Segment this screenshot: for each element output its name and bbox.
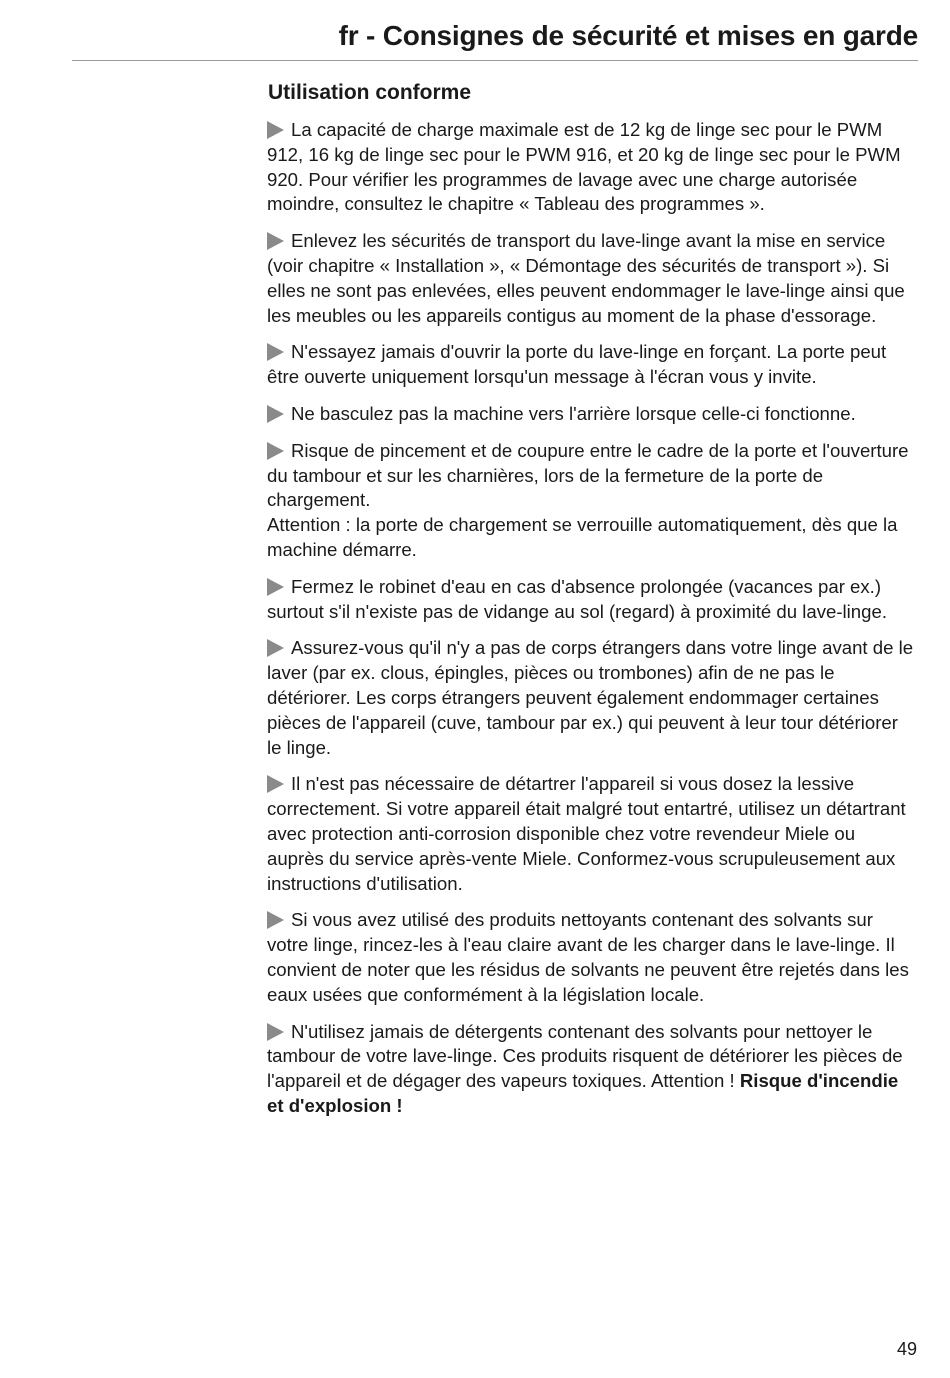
paragraph-text: N'essayez jamais d'ouvrir la porte du lave-linge en forçant. La porte peut être ouverte uniquement lorsqu'un message à l'écran vous y invite.: [267, 341, 887, 388]
safety-item-tilt: [267, 402, 917, 427]
main-content: [267, 78, 917, 1131]
triangle-right-icon: [267, 775, 284, 793]
paragraph-text: Assurez-vous qu'il n'y a pas de corps étrangers dans votre linge avant de le laver (par ex. clous, épingles, pièces ou trombones) afin de ne pas le détériorer. Les corps étrangers peuvent également endommager certaines pièces de l'appareil (cuve, tambour par ex.) qui peuvent à leur tour détériorer le linge.: [267, 637, 914, 758]
safety-item-pinch: [267, 439, 917, 563]
triangle-right-icon: [267, 232, 284, 250]
triangle-right-icon: [267, 121, 284, 139]
paragraph-text: Ne basculez pas la machine vers l'arrière lorsque celle-ci fonctionne.: [291, 402, 856, 424]
triangle-right-icon: [267, 911, 284, 929]
safety-item-transport: [267, 229, 917, 328]
page-header: [72, 14, 918, 61]
safety-item-water-tap: [267, 575, 917, 625]
paragraph-text: N'utilisez jamais de détergents contenant des solvants pour nettoyer le tambour de votre lave-linge. Ces produits risquent de détériorer les pièces de l'appareil et de dégager des vapeurs toxiques. Attention !: [267, 1020, 903, 1092]
safety-item-foreign-objects: [267, 636, 917, 760]
safety-item-descaling: [267, 772, 917, 896]
triangle-right-icon: [267, 639, 284, 657]
triangle-right-icon: [267, 578, 284, 596]
safety-item-capacity: [267, 118, 917, 217]
triangle-right-icon: [267, 442, 284, 460]
safety-item-solvents-drum: [267, 1020, 917, 1119]
safety-item-door: [267, 340, 917, 390]
warning-text: Risque d'incendie et d'explosion !: [267, 1070, 899, 1116]
paragraph-text: Il n'est pas nécessaire de détartrer l'appareil si vous dosez la lessive correctement. Si votre appareil était malgré tout entartré, utilisez un détartrant avec protection anti-corrosion disponible chez votre revendeur Miele ou auprès du service après-vente Miele. Conformez-vous scrupuleusement aux instructions d'utilisation.: [267, 773, 906, 894]
page-title: fr - Consignes de sécurité et mises en garde: [338, 20, 918, 51]
safety-item-solvents-laundry: [267, 908, 917, 1007]
triangle-right-icon: [267, 343, 284, 361]
page-number: 49: [896, 1339, 917, 1359]
triangle-right-icon: [267, 1023, 284, 1041]
paragraph-text: Risque de pincement et de coupure entre le cadre de la porte et l'ouverture du tambour et sur les charnières, lors de la fermeture de la porte de chargement.: [267, 439, 909, 511]
triangle-right-icon: [267, 405, 284, 423]
paragraph-text: Enlevez les sécurités de transport du lave-linge avant la mise en service (voir chapitre « Installation », « Démontage des sécurités de transport »). Si elles ne sont pas enlevées, elles peuvent endommager le lave-linge ainsi que les meubles ou les appareils contigus au moment de la phase d'essorage.: [267, 230, 905, 326]
paragraph-text: Fermez le robinet d'eau en cas d'absence prolongée (vacances par ex.) surtout s'il n'existe pas de vidange au sol (regard) à proximité du lave-linge.: [267, 575, 887, 622]
paragraph-note: Attention : la porte de chargement se verrouille automatiquement, dès que la machine démarre.: [267, 514, 898, 560]
paragraph-text: Si vous avez utilisé des produits nettoyants contenant des solvants sur votre linge, rincez-les à l'eau claire avant de les charger dans le lave-linge. Il convient de noter que les résidus de solvants ne peuvent être rejetés dans les eaux usées que conformément à la législation locale.: [267, 909, 909, 1005]
paragraph-text: La capacité de charge maximale est de 12 kg de linge sec pour le PWM 912, 16 kg de linge sec pour le PWM 916, et 20 kg de linge sec pour le PWM 920. Pour vérifier les programmes de lavage avec une charge autorisée moindre, consultez le chapitre « Tableau des programmes ».: [267, 119, 901, 215]
section-title: Utilisation conforme: [268, 81, 472, 104]
